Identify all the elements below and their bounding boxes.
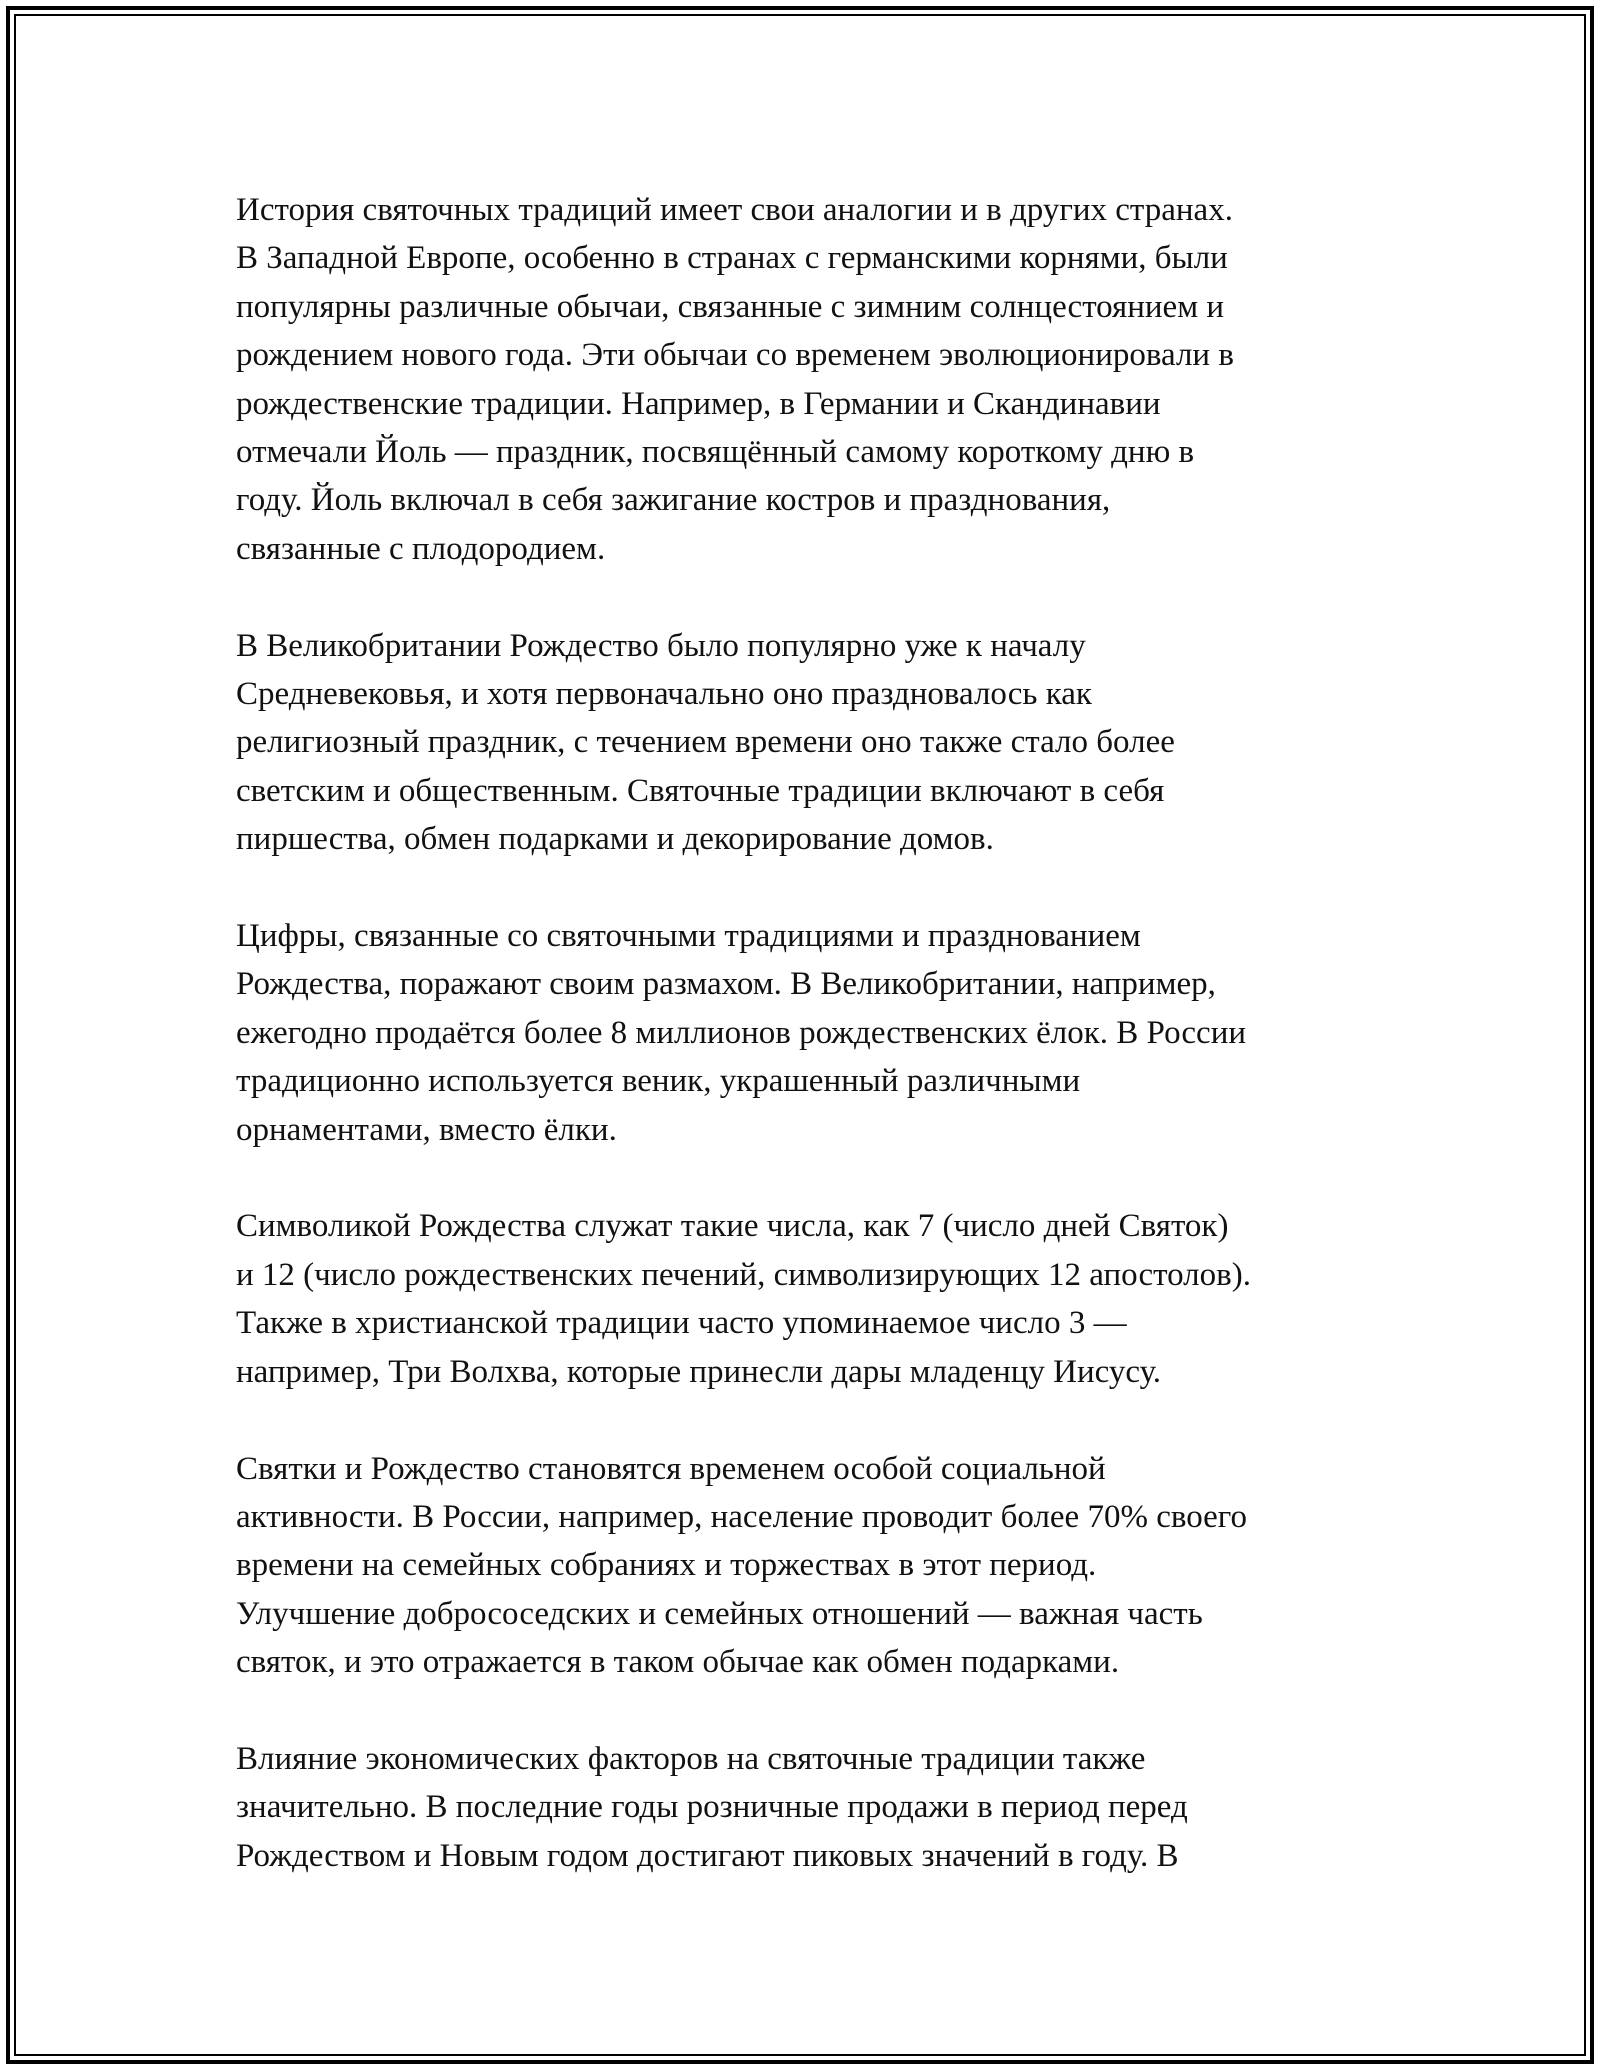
text-line: ежегодно продаётся более 8 миллионов рождественских ёлок. В России: [236, 1014, 1247, 1051]
text-line: отмечали Йоль — праздник, посвящённый самому короткому дню в: [236, 434, 1195, 471]
paragraph-5: [236, 1445, 1386, 1687]
text-line: значительно. В последние годы розничные продажи в период перед: [236, 1789, 1188, 1826]
text-line: и 12 (число рождественских печений, символизирующих 12 апостолов).: [236, 1256, 1251, 1293]
paragraph-1: [236, 186, 1386, 573]
text-line: времени на семейных собраниях и торжествах в этот период.: [236, 1547, 1097, 1584]
text-line: связанные с плодородием.: [236, 530, 606, 567]
text-line: Рождеством и Новым годом достигают пиковых значений в году. В: [236, 1837, 1179, 1874]
text-line: религиозный праздник, с течением времени оно также стало более: [236, 724, 1175, 761]
paragraph-6: [236, 1735, 1386, 1880]
text-line: популярны различные обычаи, связанные с зимним солнцестоянием и: [236, 288, 1224, 325]
text-line: например, Три Волхва, которые принесли дары младенцу Иисусу.: [236, 1353, 1162, 1390]
text-line: традиционно используется веник, украшенный различными: [236, 1063, 1081, 1100]
text-line: Цифры, связанные со святочными традициями и празднованием: [236, 918, 1141, 955]
text-line: рождением нового года. Эти обычаи со временем эволюционировали в: [236, 337, 1234, 374]
text-line: Символикой Рождества служат такие числа, как 7 (число дней Святок): [236, 1208, 1229, 1245]
text-line: светским и общественным. Святочные традиции включают в себя: [236, 772, 1165, 809]
paragraph-4: [236, 1202, 1386, 1396]
document-body: [236, 186, 1386, 1880]
text-line: рождественские традиции. Например, в Германии и Скандинавии: [236, 385, 1161, 422]
paragraph-2: [236, 622, 1386, 864]
text-line: Улучшение добрососедских и семейных отношений — важная часть: [236, 1595, 1203, 1632]
text-line: активности. В России, например, население проводит более 70% своего: [236, 1498, 1247, 1535]
text-line: пиршества, обмен подарками и декорирование домов.: [236, 821, 994, 858]
text-line: году. Йоль включал в себя зажигание костров и празднования,: [236, 482, 1111, 519]
text-line: Рождества, поражают своим размахом. В Великобритании, например,: [236, 966, 1216, 1003]
text-line: В Западной Европе, особенно в странах с германскими корнями, были: [236, 240, 1228, 277]
text-line: Также в христианской традиции часто упоминаемое число 3 —: [236, 1305, 1127, 1342]
paragraph-3: [236, 912, 1386, 1154]
text-line: Средневековья, и хотя первоначально оно праздновалось как: [236, 676, 1092, 713]
text-line: Святки и Рождество становятся временем особой социальной: [236, 1450, 1106, 1487]
text-line: В Великобритании Рождество было популярно уже к началу: [236, 627, 1086, 664]
text-line: Влияние экономических факторов на святочные традиции также: [236, 1740, 1146, 1777]
text-line: История святочных традиций имеет свои аналогии и в других странах.: [236, 192, 1233, 228]
text-line: орнаментами, вместо ёлки.: [236, 1111, 617, 1148]
text-line: святок, и это отражается в таком обычае как обмен подарками.: [236, 1644, 1120, 1681]
